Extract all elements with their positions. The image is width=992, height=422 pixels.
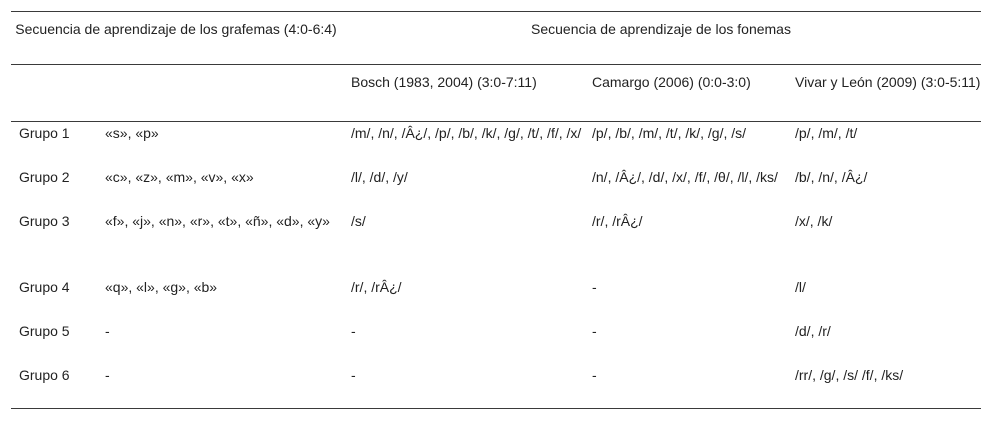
group-label: Grupo 1 xyxy=(19,125,70,141)
header-bosch: Bosch (1983, 2004) (3:0-7:11) xyxy=(351,74,537,90)
table-row xyxy=(11,276,981,320)
table-row xyxy=(11,364,981,408)
vivar-cell: /x/, /k/ xyxy=(795,213,833,229)
graphemes-cell: «q», «l», «g», «b» xyxy=(105,279,218,295)
vivar-cell: /rr/, /g/, /s/ /f/, /ks/ xyxy=(795,367,904,383)
graphemes-cell: - xyxy=(105,323,110,339)
bosch-cell: - xyxy=(351,323,356,339)
header-row-sub xyxy=(11,65,981,122)
bosch-cell: /s/ xyxy=(351,213,366,229)
bosch-cell: /r/, /rÂ¿/ xyxy=(351,279,402,295)
camargo-cell: - xyxy=(592,279,597,295)
graphemes-cell: «c», «z», «m», «v», «x» xyxy=(105,169,254,185)
graphemes-cell: «f», «j», «n», «r», «t», «ñ», «d», «y» xyxy=(105,213,330,229)
table-row xyxy=(11,122,981,166)
camargo-cell: /p/, /b/, /m/, /t/, /k/, /g/, /s/ xyxy=(592,125,747,141)
vivar-cell: /p/, /m/, /t/ xyxy=(795,125,858,141)
vivar-cell: /d/, /r/ xyxy=(795,323,831,339)
group-label: Grupo 2 xyxy=(19,169,70,185)
header-row-main xyxy=(11,12,981,65)
header-camargo: Camargo (2006) (0:0-3:0) xyxy=(592,74,751,90)
table-row xyxy=(11,320,981,364)
header-graphemes: Secuencia de aprendizaje de los grafemas (4:0-6:4) xyxy=(15,21,337,37)
vivar-cell: /l/ xyxy=(795,279,806,295)
phoneme-grapheme-table xyxy=(11,11,981,409)
camargo-cell: - xyxy=(592,367,597,383)
table-row xyxy=(11,210,981,276)
bosch-cell: /l/, /d/, /y/ xyxy=(351,169,408,185)
group-label: Grupo 6 xyxy=(19,367,70,383)
graphemes-cell: «s», «p» xyxy=(105,125,159,141)
header-vivar: Vivar y León (2009) (3:0-5:11) xyxy=(795,74,981,90)
header-phonemes: Secuencia de aprendizaje de los fonemas xyxy=(531,21,791,37)
vivar-cell: /b/, /n/, /Â¿/ xyxy=(795,169,868,185)
group-label: Grupo 3 xyxy=(19,213,70,229)
table-row xyxy=(11,166,981,210)
graphemes-cell: - xyxy=(105,367,110,383)
group-label: Grupo 5 xyxy=(19,323,70,339)
bosch-cell: - xyxy=(351,367,356,383)
camargo-cell: - xyxy=(592,323,597,339)
camargo-cell: /r/, /rÂ¿/ xyxy=(592,213,643,229)
bosch-cell: /m/, /n/, /Â¿/, /p/, /b/, /k/, /g/, /t/, /f/, /x/ xyxy=(351,125,582,141)
group-label: Grupo 4 xyxy=(19,279,70,295)
camargo-cell: /n/, /Â¿/, /d/, /x/, /f/, /θ/, /l/, /ks/ xyxy=(592,169,778,185)
